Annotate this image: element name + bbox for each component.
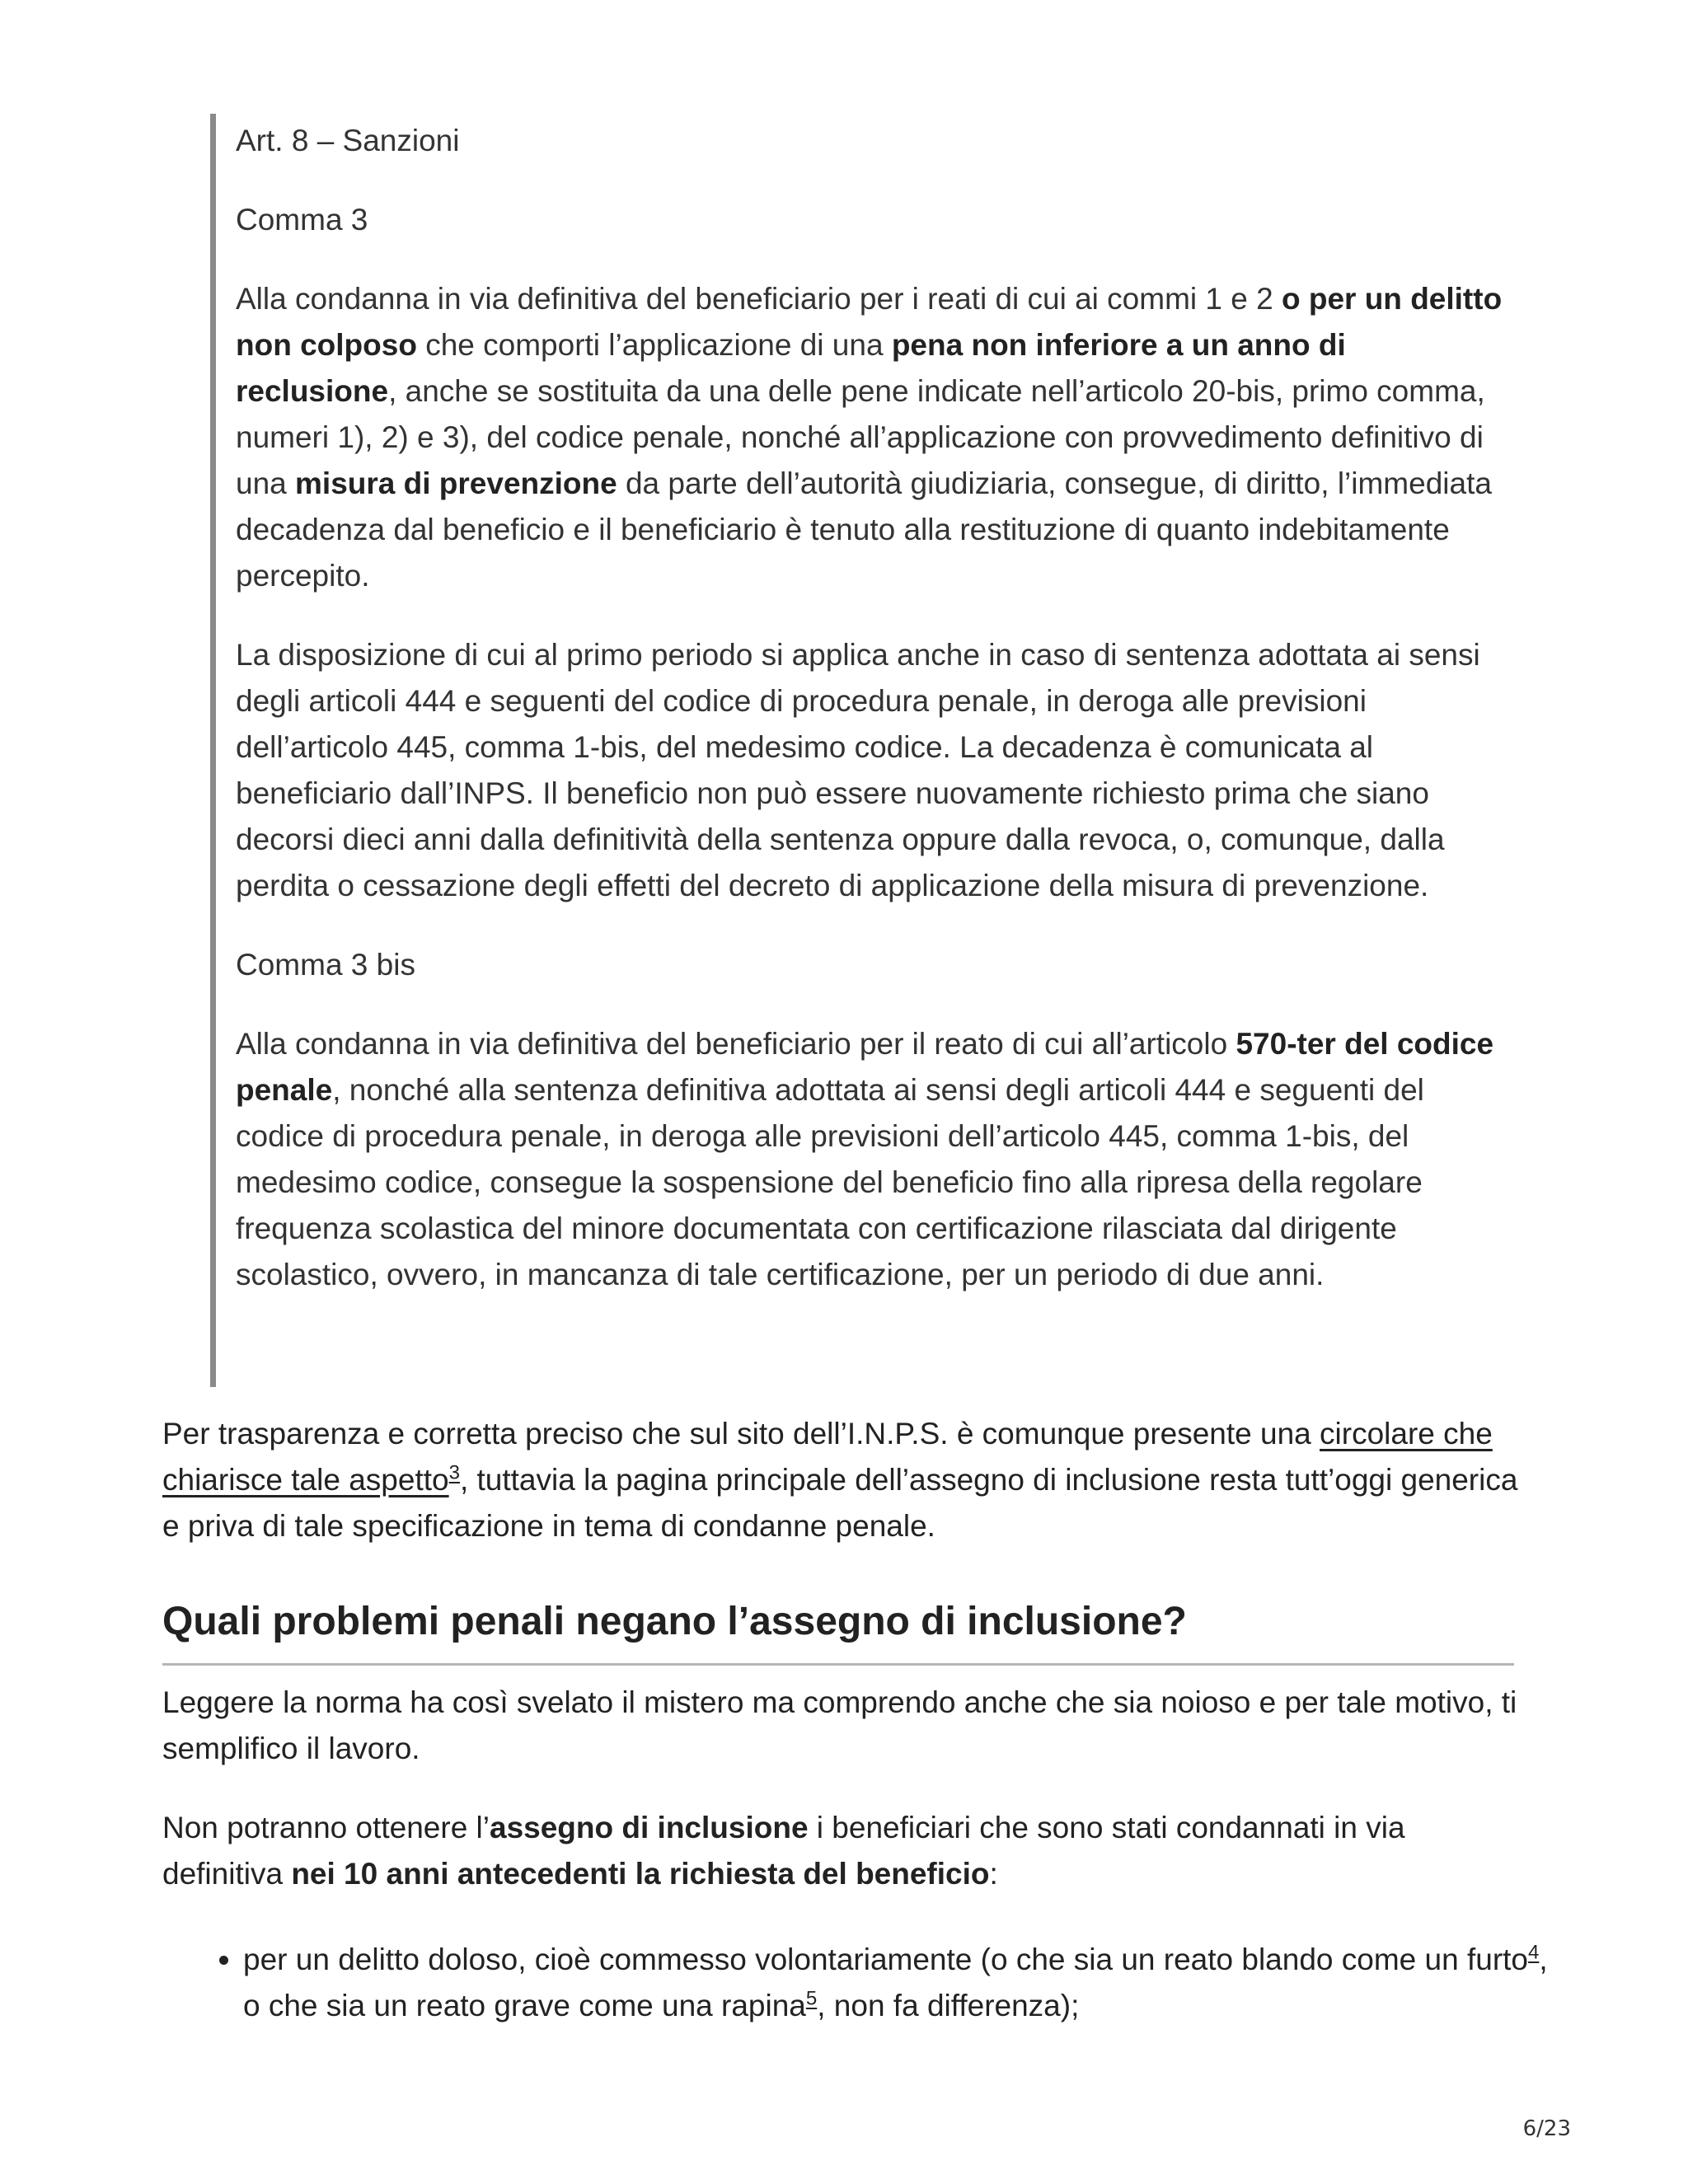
comma-3-bis-label: Comma 3 bis [236,948,415,982]
footnote-5[interactable]: 5 [805,1987,818,2010]
list-item: • per un delitto doloso, cioè commesso volontariamente (o che sia un reato blando come un furto$^4$, o che sia un reato grave come una rapina$^5$, non fa differenza); [243,1937,1562,2029]
intro-paragraph: Leggere la norma ha così svelato il mistero ma comprendo anche che sia noioso e per tale motivo, ti semplifico il lavoro. [162,1685,1517,1765]
section-heading: Quali problemi penali negano l’assegno di inclusione? [162,1600,1187,1643]
footnote-3[interactable]: 3 [448,1461,460,1484]
transparency-paragraph: Per trasparenza e corretta preciso che sul sito dell’I.N.P.S. è comunque presente una circolare che chiarisce tale aspetto$^3$, tuttavia la pagina principale dell’assegno di inclusione resta tutt’oggi generica e priva di tale specificazione in tema di condanne penale. [162,1417,1518,1543]
comma-3-paragraph-1: Alla condanna in via definitiva del beneficiario per i reati di cui ai commi 1 e 2 o per un delitto non colposo che comporti l’applicazione di una pena non inferiore a un anno di reclusione, anche se sostituita da una delle pene indicate nell’articolo 20-bis, primo comma, numeri 1), 2) e 3), del codice penale, nonché all’applicazione con provvedimento definitivo di una misura di prevenzione da parte dell’autorità giudiziaria, consegue, di diritto, l’immediata decadenza dal beneficio e il beneficiario è tenuto alla restituzione di quanto indebitamente percepito. [236,282,1503,593]
conditions-paragraph: Non potranno ottenere l’assegno di inclusione i beneficiari che sono stati condannati in via definitiva nei 10 anni antecedenti la richiesta del beneficio: [162,1811,1405,1891]
conditions-list [210,1937,1562,2029]
footnote-4[interactable]: 4 [1528,1941,1540,1964]
comma-3-label: Comma 3 [236,203,368,237]
article-title: Art. 8 – Sanzioni [236,124,460,157]
comma-3-paragraph-2: La disposizione di cui al primo periodo si applica anche in caso di sentenza adottata ai sensi degli articoli 444 e seguenti del codice di procedura penale, in deroga alle previsioni dell’articolo 445, comma 1-bis, del medesimo codice. La decadenza è comunicata al beneficiario dall’INPS. Il beneficio non può essere nuovamente richiesto prima che siano decorsi dieci anni dalla definitività della sentenza oppure dalla revoca, o, comunque, dalla perdita o cessazione degli effetti del decreto di applicazione della misura di prevenzione. [236,638,1480,902]
law-quote-block [210,114,1508,1387]
page-number: 6/23 [1522,2116,1571,2141]
heading-divider [162,1663,1514,1666]
comma-3-bis-paragraph: Alla condanna in via definitiva del beneficiario per il reato di cui all’articolo 570-ter del codice penale, nonché alla sentenza definitiva adottata ai sensi degli articoli 444 e seguenti del codice di procedura penale, in deroga alle previsioni dell’articolo 445, comma 1-bis, del medesimo codice, consegue la sospensione del beneficio fino alla ripresa della regolare frequenza scolastica del minore documentata con certificazione rilasciata dal dirigente scolastico, ovvero, in mancanza di tale certificazione, per un periodo di due anni. [236,1027,1494,1291]
circolare-link[interactable]: circolare che chiarisce tale aspetto [162,1417,1493,1497]
